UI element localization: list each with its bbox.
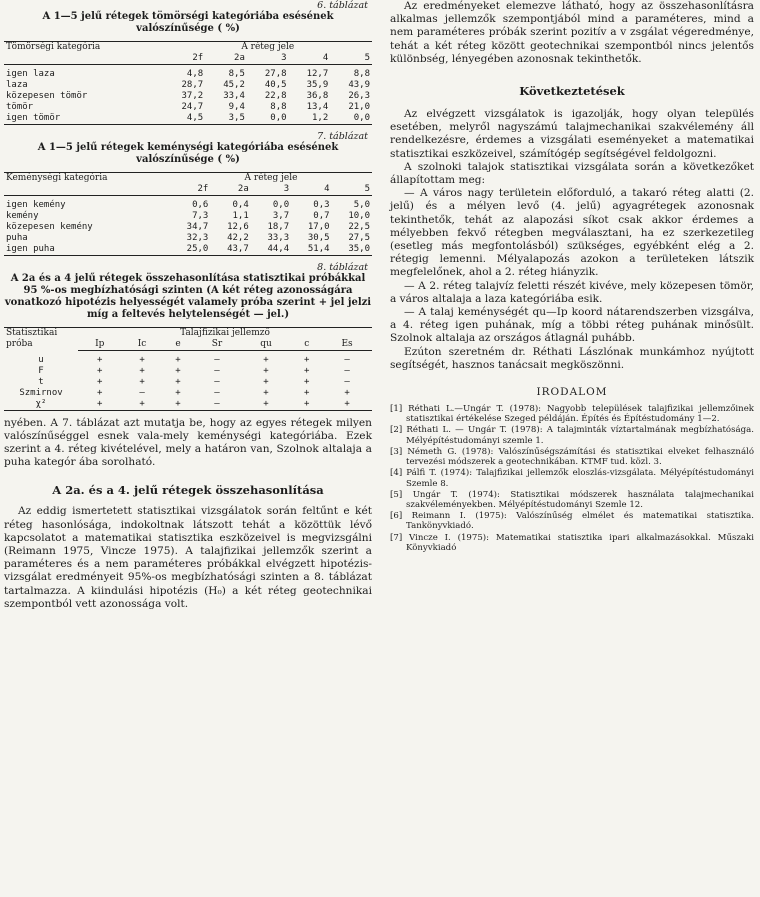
cell: +	[344, 387, 350, 398]
row-label: közepesen tömör	[6, 91, 88, 101]
cell: 0,3	[313, 200, 330, 210]
reference-item: [7] Vincze I. (1975): Matematikai statisztika ipari alkalmazásokkal. Műszaki Könyvkiadó	[390, 532, 754, 553]
cell: 40,5	[264, 80, 287, 90]
reference-item: [5] Ungár T. (1974): Statisztikai módszerek használata talajmechanikai szakvéleményekben. Mélyépítéstudományi Szemle 12.	[390, 489, 754, 510]
table8-col: Es	[322, 339, 372, 351]
table-row	[4, 222, 372, 233]
row-label: u	[38, 354, 44, 365]
row-label: χ²	[4, 399, 78, 411]
table8-col: qu	[241, 339, 292, 351]
cell: +	[97, 387, 103, 398]
cell: 0,0	[247, 113, 289, 125]
table8-col: e	[163, 339, 194, 351]
table8-number: 8. táblázat	[317, 262, 368, 273]
left-paragraph-1: nyében. A 7. táblázat azt mutatja be, hogy az egyes rétegek milyen valószínűséggel esnek vala-mely keménységi kategóriába. Ezek szerint a 4. réteg kivételével, mely a határon van, Szolnok altalaja a puha kategór ába sorolható.	[4, 416, 372, 469]
table-row	[4, 80, 372, 91]
cell: +	[304, 387, 310, 398]
cell: 4,8	[186, 69, 204, 79]
left-column	[4, 0, 372, 611]
cell: —	[193, 399, 240, 411]
cell: 13,4	[306, 102, 329, 112]
cell: 8,8	[270, 102, 287, 112]
cell: +	[175, 354, 181, 365]
reference-item: [6] Reimann I. (1975): Valószínűség elmélet és matematikai statisztika. Tankönyvkiadó.	[390, 511, 754, 532]
reference-item: [4] Pálfi T. (1974): Talajfizikai jellemzők eloszlás-vizsgálata. Mélyépítéstudományi Szemle 8.	[390, 468, 754, 489]
table6-caption: A 1—5 jelű rétegek tömörségi kategóriába esésének valószínűsége ( %)	[42, 11, 334, 34]
right-column	[390, 0, 754, 554]
row-label: kemény	[6, 211, 39, 221]
table8-caption: A 2a és a 4 jelű rétegek összehasonlítása statisztikai próbákkal 95 %-os megbízhatósági szinten (A két réteg azonosságára vonatkozó hipotézis helyességét valamely próba szerint + jel jelzi míg a feltevés helytelenségét — jel.)	[4, 273, 372, 320]
cell: +	[263, 354, 269, 365]
cell: 25,0	[170, 244, 210, 256]
cell: +	[304, 365, 310, 376]
table7-group-header: A réteg jele	[170, 173, 372, 185]
reference-item: [1] Réthati L.—Ungár T. (1978): Nagyobb települések talajfizikai jellemzőinek statisztikai értékelése Szeged példáján. Építés és Építéstudomány 1—2.	[390, 404, 754, 425]
row-label: igen tömör	[4, 113, 164, 125]
row-label: igen puha	[4, 244, 170, 256]
table8-col: c	[291, 339, 322, 351]
cell: —	[344, 354, 350, 365]
cell: 30,5	[307, 233, 330, 243]
cell: 8,5	[228, 69, 245, 79]
cell: 51,4	[291, 244, 331, 256]
cell: +	[263, 365, 269, 376]
cell: 24,7	[181, 102, 204, 112]
table-row	[4, 91, 372, 102]
table-row	[4, 355, 372, 366]
row-label: F	[38, 365, 44, 376]
cell: —	[214, 387, 220, 398]
cell: 4,5	[164, 113, 206, 125]
cell: +	[139, 365, 145, 376]
row-label: igen laza	[6, 69, 55, 79]
right-paragraph-3: A szolnoki talajok statisztikai vizsgálata során a következőket állapítottam meg:	[390, 160, 754, 187]
cell: —	[214, 354, 220, 365]
table8-col: Ic	[121, 339, 162, 351]
cell: 45,2	[223, 80, 245, 90]
cell: —	[214, 376, 220, 387]
table6-col: 3	[247, 53, 289, 65]
cell: +	[291, 399, 322, 411]
right-paragraph-7: Ezúton szeretném dr. Réthati Lászlónak munkámhoz nyújtott segítségét, hasznos tanácsait megköszönni.	[390, 345, 754, 371]
table7-caption: A 1—5 jelű rétegek keménységi kategóriába esésének valószínűsége ( %)	[37, 142, 339, 165]
cell: 0,0	[330, 113, 372, 125]
table7-col: 2f	[170, 184, 210, 196]
cell: 8,8	[353, 69, 370, 79]
table8-row-header: Statisztikai próba	[4, 328, 78, 351]
table7-col: 2a	[210, 184, 250, 196]
cell: —	[139, 387, 145, 398]
cell: +	[304, 354, 310, 365]
table6-col: 2f	[164, 53, 206, 65]
cell: 42,2	[227, 233, 249, 243]
table-row	[4, 69, 372, 80]
cell: +	[97, 365, 103, 376]
reference-item: [2] Réthati L. — Ungár T. (1978): A talajminták víztartalmának megbízhatósága. Mélyépítéstudományi szemle 1.	[390, 425, 754, 446]
cell: 1,1	[232, 211, 249, 221]
cell: 3,5	[205, 113, 247, 125]
cell: 10,0	[348, 211, 370, 221]
reference-list	[390, 404, 754, 553]
cell: 3,7	[272, 211, 290, 221]
cell: 35,0	[332, 244, 372, 256]
cell: 9,4	[228, 102, 245, 112]
cell: 27,5	[348, 233, 370, 243]
cell: 1,2	[289, 113, 331, 125]
cell: 0,0	[272, 200, 290, 210]
cell: +	[175, 387, 181, 398]
row-label: t	[38, 376, 44, 387]
cell: +	[241, 399, 292, 411]
row-label: tömör	[6, 102, 34, 112]
cell: 22,5	[348, 222, 370, 232]
cell: 12,6	[227, 222, 249, 232]
cell: —	[344, 376, 350, 387]
table7-col: 4	[291, 184, 331, 196]
table6-col: 5	[330, 53, 372, 65]
table-row	[4, 244, 372, 256]
cell: 17,0	[307, 222, 330, 232]
cell: 37,2	[181, 91, 204, 101]
row-label: közepesen kemény	[6, 222, 93, 232]
right-paragraph-5: — A 2. réteg talajvíz feletti részét kivéve, mely közepesen tömör, a város altalaja a laza kategóriába esik.	[390, 279, 754, 305]
table7-number: 7. táblázat	[317, 131, 368, 142]
table6-group-header: A réteg jele	[164, 42, 373, 54]
cell: 33,4	[223, 91, 245, 101]
cell: 12,7	[306, 69, 329, 79]
right-paragraph-1: Az eredményeket elemezve látható, hogy az összehasonlításra alkalmas jellemzők szempontjából mind a paraméteres, mind a nem paraméteres próbák szerint pozitív a v zsgálat végeredménye, tehát a két réteg között geotechnikai szempontból nincs jelentős különbség, lényegében azonosnak tekinthetők.	[390, 0, 754, 65]
cell: +	[78, 399, 121, 411]
cell: 36,8	[306, 91, 329, 101]
table7-row-header: Keménységi kategória	[4, 173, 170, 185]
cell: +	[163, 399, 194, 411]
cell: 5,0	[353, 200, 370, 210]
table-row	[4, 102, 372, 113]
table-row	[4, 399, 372, 411]
cell: +	[322, 399, 372, 411]
right-paragraph-2: Az elvégzett vizsgálatok is igazolják, hogy olyan település esetében, melyről nagyszámú talajmechanikai szakvélemény áll rendelkezésre, érdemes a vizsgálati eseményeket a matematikai statisztikai eszközeivel, számítógép segítségével feldolgozni.	[390, 108, 754, 160]
table7	[4, 172, 372, 256]
cell: 7,3	[192, 211, 209, 221]
cell: +	[97, 376, 103, 387]
cell: —	[344, 365, 350, 376]
table6-col: 4	[289, 53, 331, 65]
cell: —	[214, 365, 220, 376]
cell: 43,7	[210, 244, 250, 256]
row-label: igen kemény	[6, 200, 66, 210]
left-paragraph-2: Az eddig ismertetett statisztikai vizsgálatok során feltűnt e két réteg hasonlósága, indokoltnak látszott tehát a közöttük lévő kapcsolatot a matematikai statisztika eszközeivel is megvizsgálni (Reimann 1975, Vincze 1975). A talajfizikai jellemzők szerint a paraméteres és a nem paraméteres próbákkal elvégzett hipotézis-vizsgálat eredményeit 95%-os megbízhatósági szinten a 8. táblázat tartalmazza. A kiindulási hipotézis (H₀) a két réteg geotechnikai szempontból vett azonosságа volt.	[4, 505, 372, 610]
table6-row-header: Tömörségi kategória	[4, 42, 164, 54]
cell: 27,8	[264, 69, 287, 79]
cell: 0,4	[232, 200, 249, 210]
cell: 0,6	[192, 200, 209, 210]
row-label: Szmirnov	[19, 387, 63, 398]
table-row	[4, 388, 372, 399]
cell: +	[175, 376, 181, 387]
cell: +	[175, 365, 181, 376]
cell: +	[304, 376, 310, 387]
cell: 32,3	[186, 233, 209, 243]
section-heading-conclusions: Következtetések	[519, 84, 625, 99]
cell: 26,3	[348, 91, 370, 101]
cell: +	[139, 376, 145, 387]
cell: 22,8	[264, 91, 287, 101]
cell: 0,7	[313, 211, 330, 221]
cell: +	[139, 354, 145, 365]
section-heading-comparison: A 2a. és a 4. jelű rétegek összehasonlítása	[52, 483, 324, 498]
table-row	[4, 233, 372, 244]
cell: 21,0	[348, 102, 370, 112]
right-paragraph-6: — A talaj keménységét qu—Ip koord nátarendszerben vizsgálva, a 4. réteg igen puhának, míg a többi réteg puhának minősült. Szolnok altalaja az országos átlagnál puhább.	[390, 306, 754, 345]
cell: 44,4	[251, 244, 291, 256]
table-row	[4, 200, 372, 211]
cell: 43,9	[348, 80, 370, 90]
table6-col: 2a	[205, 53, 247, 65]
cell: 34,7	[186, 222, 209, 232]
cell: 28,7	[181, 80, 204, 90]
cell: +	[263, 376, 269, 387]
table8-group-header: Talajfizikai jellemző	[78, 328, 372, 340]
table6	[4, 41, 372, 125]
right-paragraph-4: — A város nagy területein előforduló, a takaró réteg alatti (2. jelű) és a mélyen levő (4. jelű) agyagrétegek azonosnak tekinthetők, tehát az alapozási síkot csak akkor érdemes a mélyebben fekvő rétegben megválasztani, ha ez szerkezetileg (esetleg más megfontolásból) szükséges, egyébként elég a 2. rétegig lemenni. Mélyalapozás azokon a területeken látszik megfelelőnek, ahol a 2. réteg hiányzik.	[390, 187, 754, 279]
row-label: laza	[6, 80, 28, 90]
reference-item: [3] Németh G. (1978): Valószínűségszámítási és statisztikai elveket felhasználó tervezési módszerek a geotechnikában. KTMF tud. közl. 3.	[390, 446, 754, 468]
row-label: puha	[6, 233, 28, 243]
cell: +	[97, 354, 103, 365]
table8-col: Sr	[193, 339, 240, 351]
table8-col: Ip	[78, 339, 121, 351]
table6-number: 6. táblázat	[317, 0, 368, 11]
cell: +	[121, 399, 162, 411]
table7-col: 5	[332, 184, 372, 196]
table-row	[4, 113, 372, 125]
references-heading: IRODALOM	[536, 386, 608, 399]
table7-col: 3	[251, 184, 291, 196]
cell: +	[263, 387, 269, 398]
table-row	[4, 211, 372, 222]
table-row	[4, 366, 372, 377]
table-row	[4, 377, 372, 388]
cell: 35,9	[306, 80, 329, 90]
cell: 18,7	[267, 222, 290, 232]
table8	[4, 327, 372, 411]
cell: 33,3	[267, 233, 290, 243]
